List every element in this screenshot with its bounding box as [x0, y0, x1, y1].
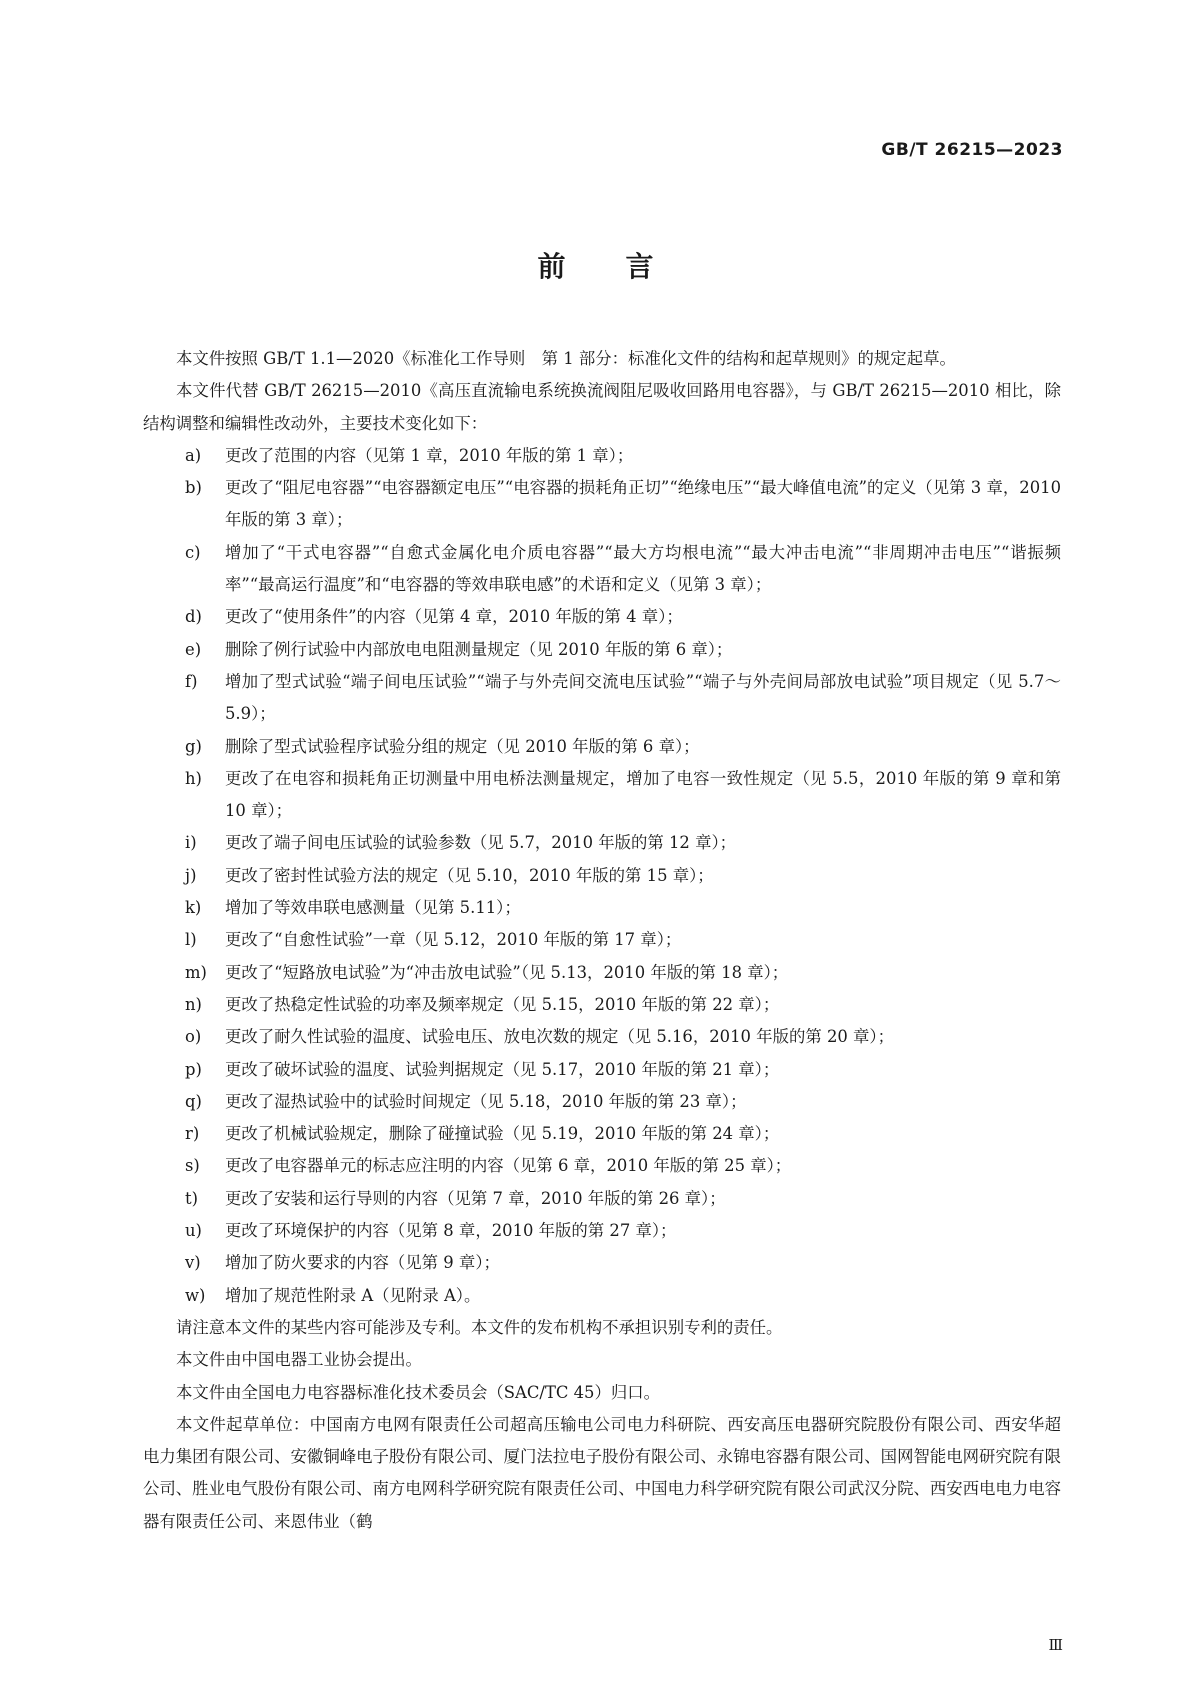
list-item-label: i)	[185, 833, 197, 853]
list-item-label: o)	[185, 1027, 202, 1047]
list-item	[143, 1054, 1061, 1086]
list-item-text: 删除了例行试验中内部放电电阻测量规定（见 2010 年版的第 6 章）；	[225, 639, 733, 659]
list-item	[143, 1150, 1061, 1182]
paragraph-drafting-units: 本文件起草单位：中国南方电网有限责任公司超高压输电公司电力科研院、西安高压电器研究院股份有限公司、西安华超电力集团有限公司、安徽铜峰电子股份有限公司、厦门法拉电子股份有限公司、永锦电容器有限公司、国网智能电网研究院有限公司、胜业电气股份有限公司、南方电网科学研究院有限责任公司、中国电力科学研究院有限公司武汉分院、西安西电电力电容器有限责任公司、来恩伟业（鹤	[143, 1414, 1061, 1531]
paragraph-proposer: 本文件由中国电器工业协会提出。	[176, 1350, 422, 1370]
list-item-text: 更改了密封性试验方法的规定（见 5.10，2010 年版的第 15 章）；	[225, 865, 714, 885]
list-item	[143, 763, 1061, 828]
list-item-text: 更改了“短路放电试验”为“冲击放电试验”（见 5.13，2010 年版的第 18 章）；	[225, 962, 789, 982]
list-item-label: a)	[185, 445, 202, 465]
list-item-text: 更改了耐久性试验的温度、试验电压、放电次数的规定（见 5.16，2010 年版的第 20 章）；	[225, 1027, 894, 1047]
list-item	[143, 1021, 1061, 1053]
list-item	[143, 1280, 1061, 1312]
list-item	[143, 1247, 1061, 1279]
list-item-label: m)	[185, 962, 207, 982]
list-item-text: 更改了范围的内容（见第 1 章，2010 年版的第 1 章）；	[225, 445, 634, 465]
list-item-text: 删除了型式试验程序试验分组的规定（见 2010 年版的第 6 章）；	[225, 736, 700, 756]
list-item	[143, 1183, 1061, 1215]
list-item-text: 更改了“阻尼电容器”“电容器额定电压”“电容器的损耗角正切”“绝缘电压”“最大峰值电流”的定义（见第 3 章，2010 年版的第 3 章）；	[225, 478, 1061, 530]
list-item	[143, 537, 1061, 602]
list-item	[143, 892, 1061, 924]
body-text	[143, 343, 1061, 1538]
list-item-text: 增加了“干式电容器”“自愈式金属化电介质电容器”“最大方均根电流”“最大冲击电流”“非周期冲击电压”“谐振频率”“最高运行温度”和“电容器的等效串联电感”的术语和定义（见第 3 章）；	[225, 542, 1061, 595]
list-item-label: r)	[185, 1124, 200, 1144]
list-item-text: 更改了“自愈性试验”一章（见 5.12，2010 年版的第 17 章）；	[225, 930, 682, 950]
paragraph-patent-notice: 请注意本文件的某些内容可能涉及专利。本文件的发布机构不承担识别专利的责任。	[176, 1317, 783, 1337]
list-item-label: t)	[185, 1188, 198, 1208]
list-item-text: 更改了湿热试验中的试验时间规定（见 5.18，2010 年版的第 23 章）；	[225, 1091, 747, 1111]
list-item-text: 更改了安装和运行导则的内容（见第 7 章，2010 年版的第 26 章）；	[225, 1188, 726, 1208]
list-item	[143, 472, 1061, 537]
list-item-text: 增加了规范性附录 A（见附录 A）。	[225, 1285, 481, 1305]
list-item-text: 增加了防火要求的内容（见第 9 章）；	[225, 1253, 500, 1273]
list-item-label: b)	[185, 478, 202, 498]
list-item	[143, 731, 1061, 763]
list-item-label: w)	[185, 1285, 206, 1305]
list-item	[143, 1118, 1061, 1150]
list-item-text: 更改了电容器单元的标志应注明的内容（见第 6 章，2010 年版的第 25 章）；	[225, 1156, 792, 1176]
list-item	[143, 1086, 1061, 1118]
list-item-text: 更改了“使用条件”的内容（见第 4 章，2010 年版的第 4 章）；	[225, 607, 683, 627]
list-item	[143, 827, 1061, 859]
list-item-text: 更改了在电容和损耗角正切测量中用电桥法测量规定，增加了电容一致性规定（见 5.5，2010 年版的第 9 章和第 10 章）；	[225, 768, 1061, 821]
list-item-text: 更改了机械试验规定，删除了碰撞试验（见 5.19，2010 年版的第 24 章）；	[225, 1124, 780, 1144]
list-item	[143, 634, 1061, 666]
list-item	[143, 860, 1061, 892]
list-item-text: 更改了端子间电压试验的试验参数（见 5.7，2010 年版的第 12 章）；	[225, 833, 737, 853]
list-item-label: v)	[185, 1253, 201, 1273]
list-item-label: j)	[185, 865, 197, 885]
list-item-label: n)	[185, 994, 202, 1014]
list-item-text: 更改了环境保护的内容（见第 8 章，2010 年版的第 27 章）；	[225, 1221, 677, 1241]
list-item	[143, 1215, 1061, 1247]
page-title: 前言	[537, 250, 714, 283]
list-item	[143, 601, 1061, 633]
list-item	[143, 666, 1061, 731]
list-item-label: s)	[185, 1156, 200, 1176]
list-item-label: c)	[185, 542, 201, 562]
paragraph-drafting-rules: 本文件按照 GB/T 1.1—2020《标准化工作导则 第 1 部分：标准化文件的结构和起草规则》的规定起草。	[176, 349, 956, 368]
list-item-label: q)	[185, 1091, 202, 1111]
list-item-label: f)	[185, 671, 198, 691]
list-item-label: d)	[185, 607, 202, 627]
list-item-label: h)	[185, 768, 202, 788]
document-code: GB/T 26215—2023	[881, 140, 1063, 160]
list-item-text: 更改了破坏试验的温度、试验判据规定（见 5.17，2010 年版的第 21 章）；	[225, 1059, 780, 1079]
list-item-label: g)	[185, 736, 202, 756]
list-item-label: k)	[185, 898, 202, 918]
page-number: Ⅲ	[1048, 1636, 1063, 1654]
list-item-text: 更改了热稳定性试验的功率及频率规定（见 5.15，2010 年版的第 22 章）；	[225, 994, 780, 1014]
list-item	[143, 957, 1061, 989]
list-item	[143, 440, 1061, 472]
paragraph-replacement: 本文件代替 GB/T 26215—2010《高压直流输电系统换流阀阻尼吸收回路用电容器》，与 GB/T 26215—2010 相比，除结构调整和编辑性改动外，主要技术变化如下：	[143, 381, 1061, 433]
list-item-label: l)	[185, 930, 197, 950]
changes-list	[143, 440, 1061, 1312]
list-item	[143, 989, 1061, 1021]
list-item	[143, 924, 1061, 956]
list-item-text: 增加了等效串联电感测量（见第 5.11）；	[225, 898, 521, 918]
list-item-label: u)	[185, 1221, 202, 1241]
list-item-label: p)	[185, 1059, 202, 1079]
list-item-label: e)	[185, 639, 202, 659]
paragraph-technical-committee: 本文件由全国电力电容器标准化技术委员会（SAC/TC 45）归口。	[176, 1382, 661, 1402]
list-item-text: 增加了型式试验“端子间电压试验”“端子与外壳间交流电压试验”“端子与外壳间局部放电试验”项目规定（见 5.7～5.9）；	[225, 671, 1061, 724]
